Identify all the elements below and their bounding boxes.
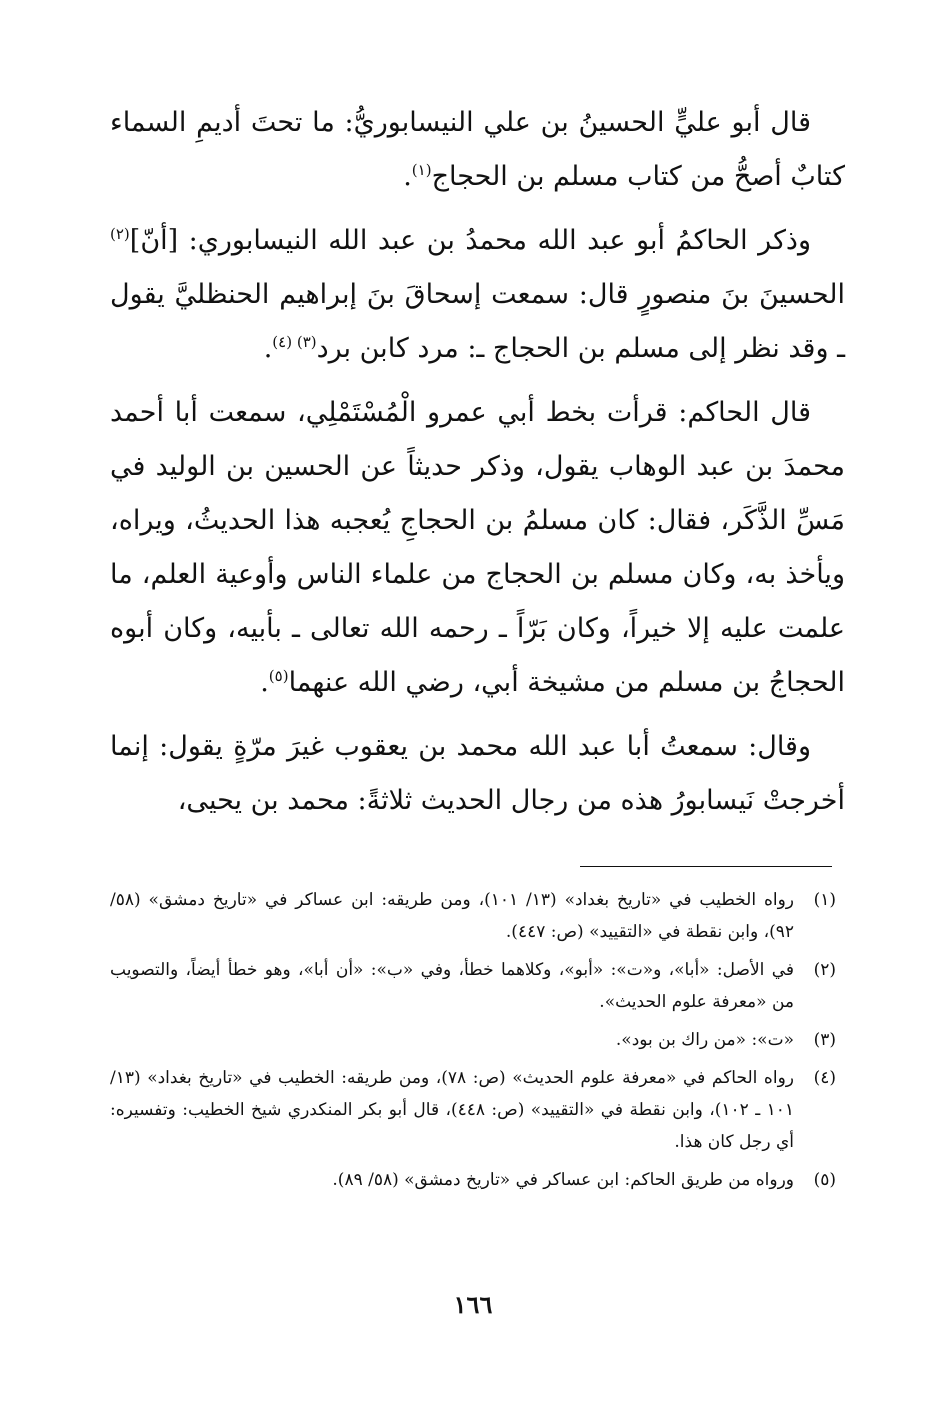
footnote-text: ورواه من طريق الحاكم: ابن عساكر في «تاريخ دمشق» (٥٨/ ٨٩). (332, 1170, 794, 1190)
paragraph-1-tail: . (403, 161, 412, 192)
footnote-ref-2[interactable]: (٢) (110, 225, 130, 243)
footnote-text: رواه الخطيب في «تاريخ بغداد» (١٣/ ١٠١)، ومن طريقه: ابن عساكر في «تاريخ دمشق» (٥٨/ ٩٢)، وابن نقطة في «التقييد» (ص: ٤٤٧). (110, 890, 794, 942)
footnote-number: (٥) (813, 1170, 836, 1190)
footnote-5 (110, 1164, 836, 1196)
footnote-ref-3-4[interactable]: (٣) (٤) (272, 333, 317, 351)
footnote-4 (110, 1062, 836, 1158)
paragraph-3-text: قال الحاكم: قرأت بخط أبي عمرو الْمُسْتَمْلِي، سمعت أبا أحمد محمدَ بن عبد الوهاب يقول، وذكر حديثاً عن الحسين بن الوليد في مَسِّ الذَّكَر، فقال: كان مسلمُ بن الحجاجِ يُعجبه هذا الحديثُ، ويراه، ويأخذ به، وكان مسلم بن الحجاج من علماء الناس وأوعية العلم، ما علمت عليه إلا خيراً، وكان بَرّاً ـ رحمه الله تعالى ـ بأبيه، وكان أبوه الحجاجُ بن مسلم من مشيخة أبي، رضي الله عنهما (110, 397, 845, 698)
footnote-divider (580, 866, 832, 867)
footnote-3 (110, 1024, 836, 1056)
footnote-number: (٤) (813, 1068, 836, 1088)
paragraph-4-text: وقال: سمعتُ أبا عبد الله محمد بن يعقوب غيرَ مرّةٍ يقول: إنما أخرجتْ نَيسابورُ هذه من رجال الحديث ثلاثةً: محمد بن يحيى، (110, 731, 845, 816)
footnote-text: في الأصل: «أبا»، و«ت»: «أبو»، وكلاهما خطأ، وفي «ب»: «أن أبا»، وهو خطأ أيضاً، والتصويب من «معرفة علوم الحديث». (110, 960, 794, 1012)
paragraph-2-continuation: الحسينَ بنَ منصورٍ قال: سمعت إسحاقَ بنَ إبراهيم الحنظليَّ يقول ـ وقد نظر إلى مسلم بن الحجاج ـ: مرد كابن برد (110, 279, 845, 364)
footnote-1 (110, 884, 836, 948)
main-text (110, 96, 845, 838)
footnote-number: (٣) (813, 1030, 836, 1050)
paragraph-3-tail: . (260, 667, 269, 698)
paragraph-2 (110, 214, 845, 376)
footnote-text: رواه الحاكم في «معرفة علوم الحديث» (ص: ٧٨)، ومن طريقه: الخطيب في «تاريخ بغداد» (١٣/ ١٠١ ـ ١٠٢)، وابن نقطة في «التقييد» (ص: ٤٤٨)، قال أبو بكر المنكدري شيخ الخطيب: وتفسيره: أي رجل كان هذا. (110, 1068, 794, 1152)
paragraph-1 (110, 96, 845, 204)
footnote-text: «ت»: «من راك بن بود». (615, 1030, 794, 1050)
paragraph-2-tail: . (263, 333, 273, 364)
paragraph-1-text: قال أبو عليٍّ الحسينُ بن علي النيسابوريُّ: ما تحتَ أديمِ السماء كتابٌ أصحُّ من كتاب مسلم بن الحجاج (110, 107, 845, 192)
paragraph-2-text: وذكر الحاكمُ أبو عبد الله محمدُ بن عبد الله النيسابوري: [أنّ] (129, 225, 811, 256)
page-number: ١٦٦ (453, 1290, 493, 1319)
paragraph-3 (110, 386, 845, 710)
footnotes-section (110, 884, 836, 1202)
paragraph-4 (110, 720, 845, 828)
footnote-number: (١) (813, 890, 836, 910)
footnote-ref-1[interactable]: (١) (411, 161, 432, 179)
footnote-number: (٢) (813, 960, 836, 980)
footnote-2 (110, 954, 836, 1018)
footnote-ref-5[interactable]: (٥) (268, 667, 289, 685)
